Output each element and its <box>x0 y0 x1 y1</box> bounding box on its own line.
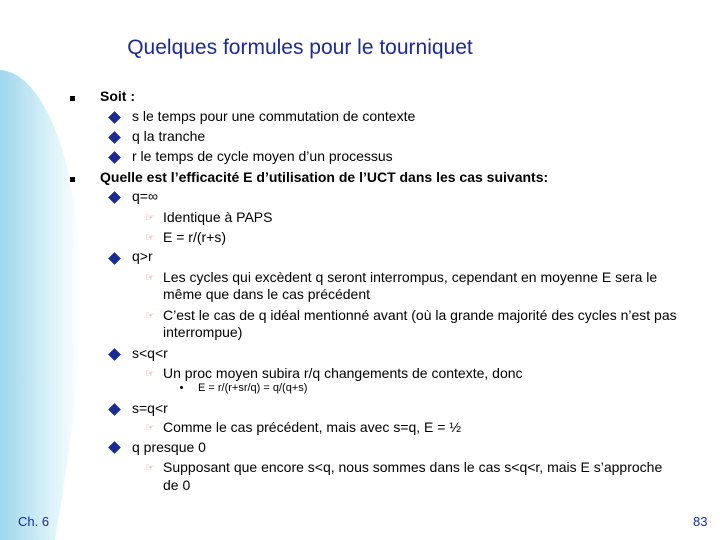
bullet-text: Comme le cas précédent, mais avec s=q, E = ½ <box>163 419 462 435</box>
pointing-hand-icon: ☞ <box>145 212 155 224</box>
pointing-hand-icon: ☞ <box>145 368 155 380</box>
bullet-text: s le temps pour une commutation de contexte <box>132 108 416 124</box>
bullet-text: Supposant que encore s<q, nous sommes dans le cas s<q<r, mais E s’approche <box>163 459 663 475</box>
bullet-text: E = r/(r+sr/q) = q/(q+s) <box>198 382 308 394</box>
square-bullet-icon <box>70 96 75 101</box>
bullet-text: Soit : <box>100 88 135 104</box>
bullet-text: de 0 <box>163 477 191 493</box>
bullet-text: q>r <box>132 248 153 264</box>
bullet-text: même que dans le cas précédent <box>163 286 371 302</box>
bullet-text: Identique à PAPS <box>163 209 273 225</box>
bullet-text: Les cycles qui excèdent q seront interrompus, cependant en moyenne E sera le <box>163 269 658 285</box>
dot-bullet-icon <box>180 386 183 389</box>
pointing-hand-icon: ☞ <box>145 310 155 322</box>
slide-title: Quelques formules pour le tourniquet <box>127 36 473 59</box>
page-number: 83 <box>693 514 708 529</box>
bullet-text: q la tranche <box>132 128 206 144</box>
bullet-text: s=q<r <box>132 400 168 416</box>
bullet-text: s<q<r <box>132 345 168 361</box>
pointing-hand-icon: ☞ <box>145 462 155 474</box>
pointing-hand-icon: ☞ <box>145 232 155 244</box>
bullet-text: C’est le cas de q idéal mentionné avant (où la grande majorité des cycles n’est pas <box>163 307 677 323</box>
bullet-text: interrompue) <box>163 324 243 340</box>
square-bullet-icon <box>70 177 75 182</box>
bullet-text: Un proc moyen subira r/q changements de contexte, donc <box>163 365 523 381</box>
bullet-text: Quelle est l’efficacité E d’utilisation de l’UCT dans les cas suivants: <box>100 169 549 185</box>
chapter-label: Ch. 6 <box>18 514 50 529</box>
pointing-hand-icon: ☞ <box>145 422 155 434</box>
bullet-text: r le temps de cycle moyen d’un processus <box>132 148 393 164</box>
pointing-hand-icon: ☞ <box>145 272 155 284</box>
bullet-text: q=∞ <box>132 188 158 204</box>
bullet-text: q presque 0 <box>132 439 206 455</box>
bullet-text: E = r/(r+s) <box>163 229 227 245</box>
